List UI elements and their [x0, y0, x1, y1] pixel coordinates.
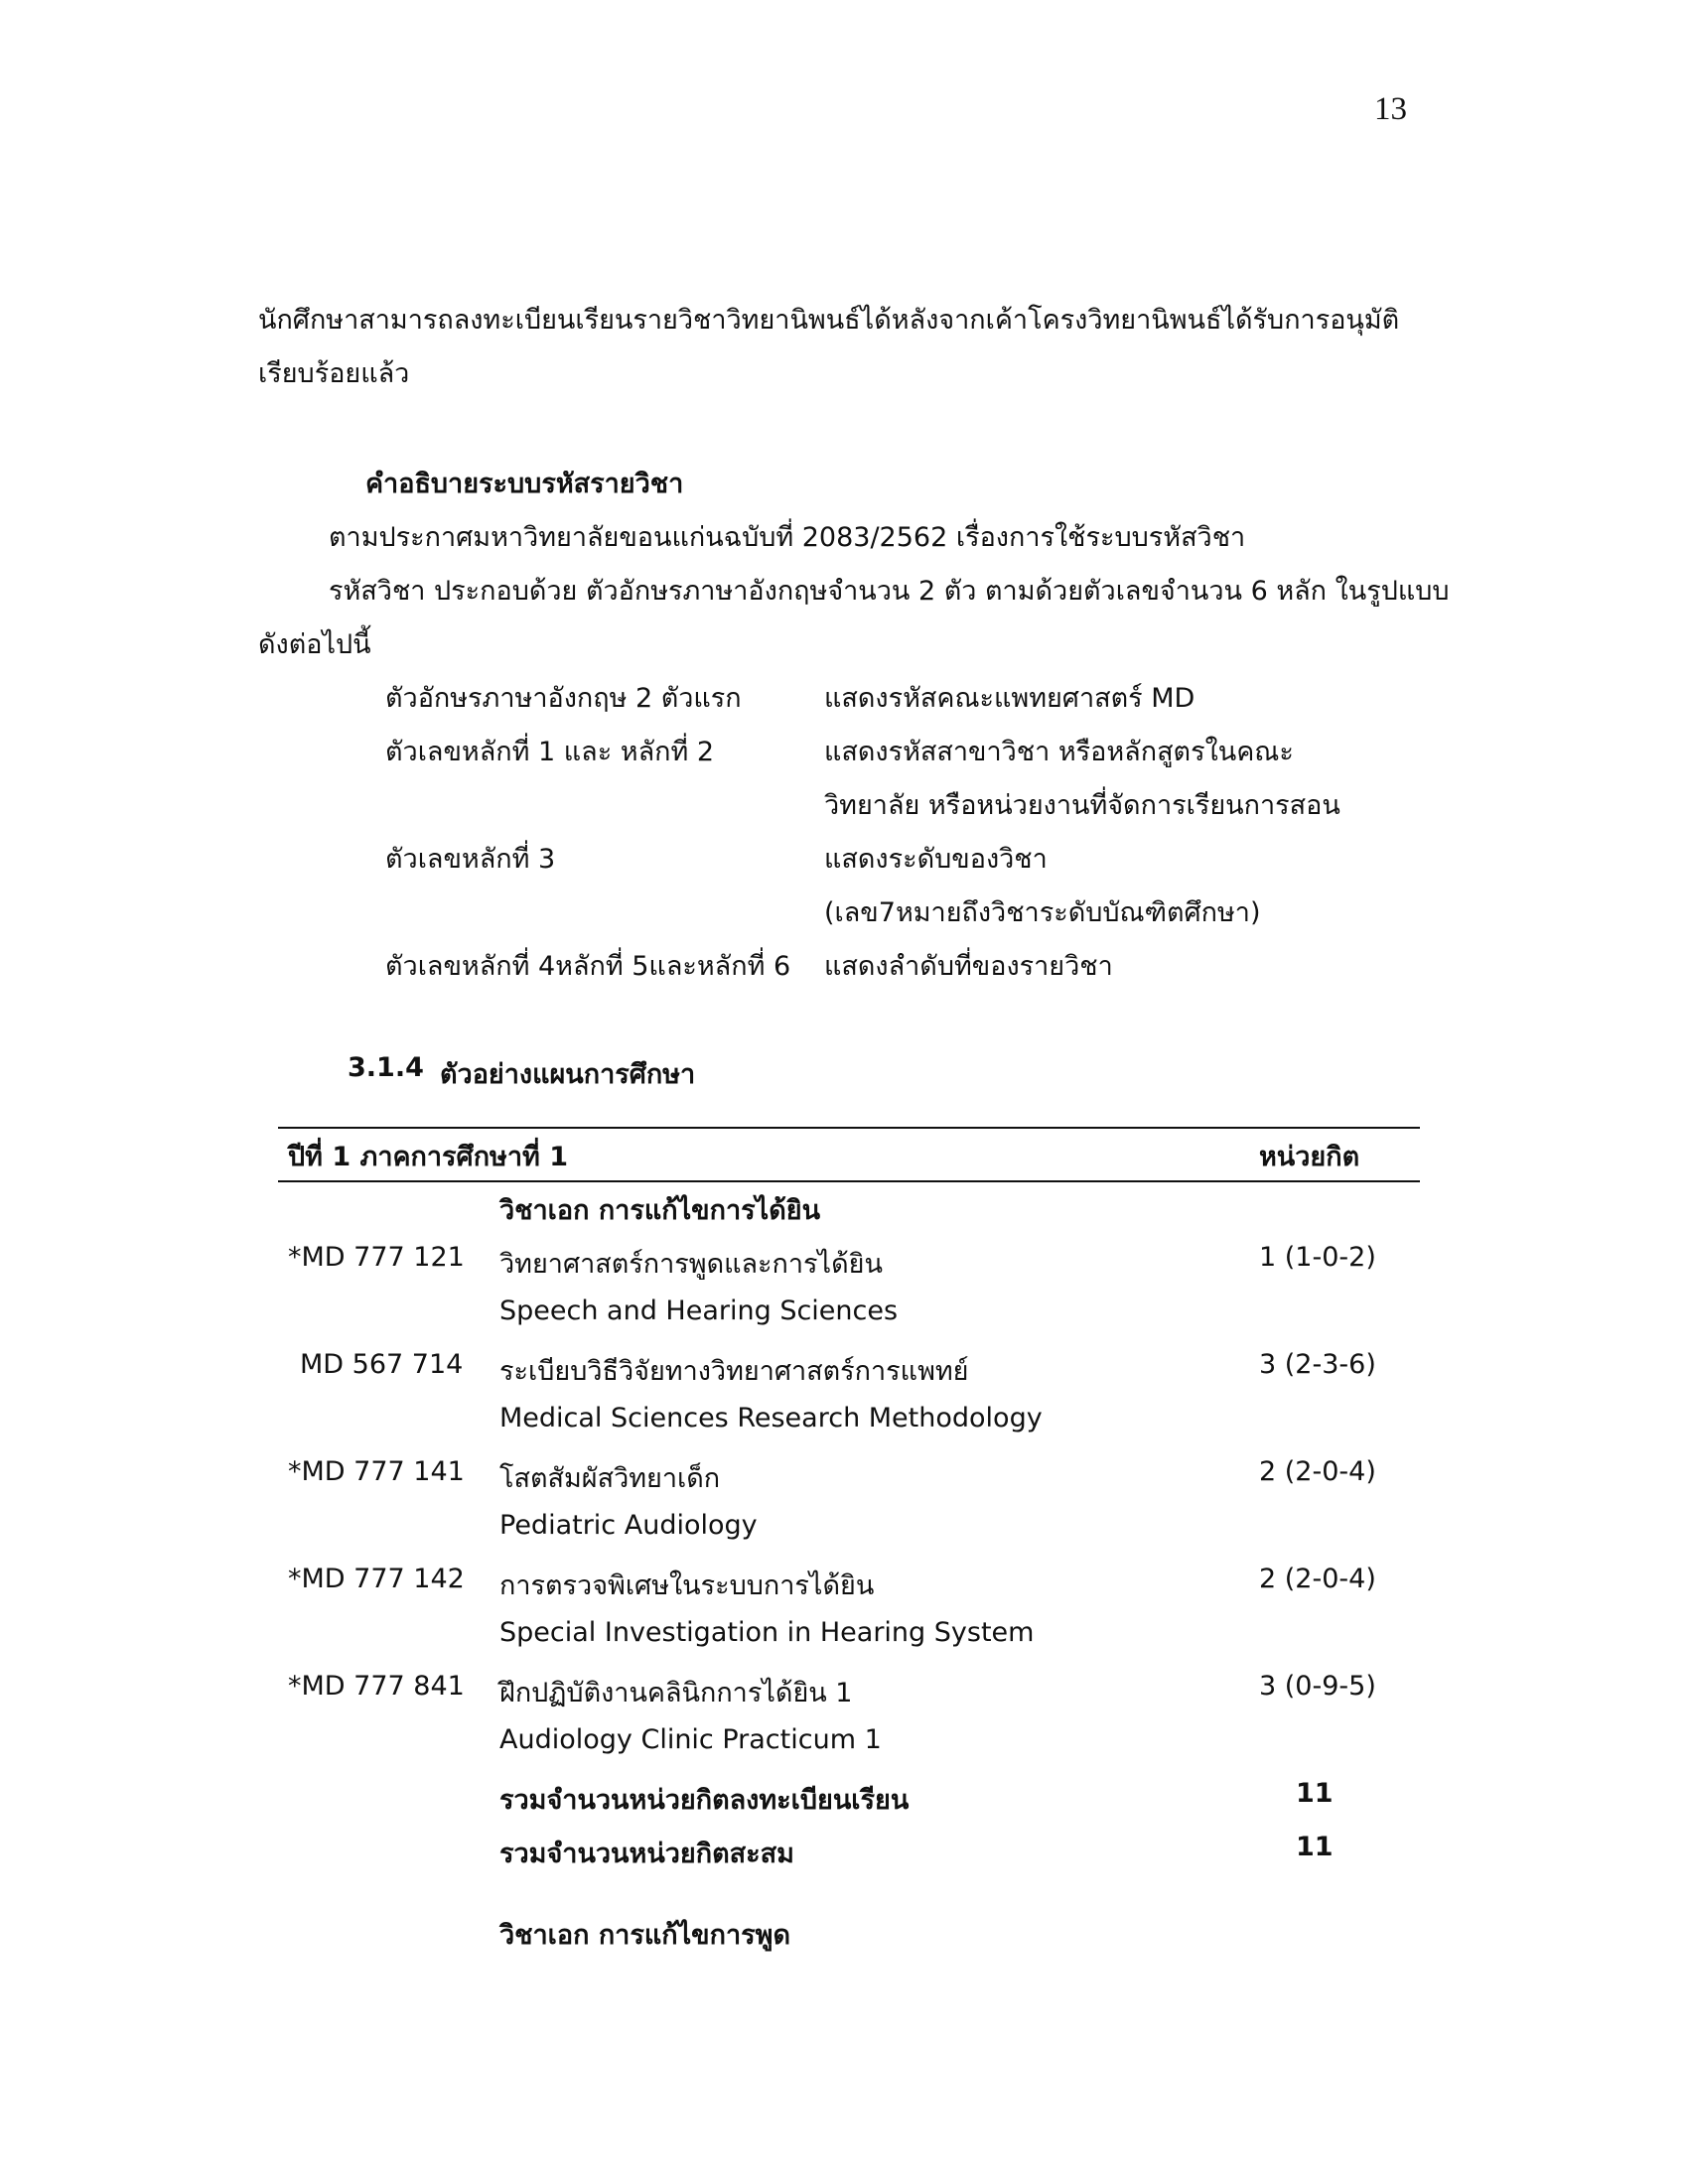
course-name-thai: ฝึกปฏิบัติงานคลินิกการได้ยิน 1	[499, 1678, 853, 1708]
course-name-thai: โสตสัมผัสวิทยาเด็ก	[499, 1463, 721, 1494]
track-title-row	[0, 1913, 1688, 1967]
course-name-thai: วิทยาศาสตร์การพูดและการได้ยิน	[499, 1249, 883, 1280]
table-row-english	[0, 1510, 1688, 1564]
total-accumulated-label: รวมจำนวนหน่วยกิตสะสม	[499, 1839, 794, 1869]
code-row-description: แสดงลำดับที่ของรายวิชา	[824, 951, 1113, 982]
table-row	[0, 1242, 1688, 1296]
course-credits: 3 (0-9-5)	[1259, 1671, 1376, 1702]
course-code: *MD 777 142	[288, 1564, 465, 1594]
total-registered-value: 11	[1296, 1778, 1334, 1809]
code-composition-line-1: รหัสวิชา ประกอบด้วย ตัวอักษรภาษาอังกฤษจำนวน 2 ตัว ตามด้วยตัวเลขจำนวน 6 หลัก ในรูปแบบ	[329, 576, 1450, 607]
code-row	[0, 783, 1688, 837]
course-name-english: Pediatric Audiology	[499, 1510, 758, 1541]
course-name-english: Medical Sciences Research Methodology	[499, 1403, 1043, 1433]
track-title-row	[0, 1188, 1688, 1242]
total-registered-label: รวมจำนวนหน่วยกิตลงทะเบียนเรียน	[499, 1785, 910, 1816]
code-row	[0, 730, 1688, 783]
section-title: ตัวอย่างแผนการศึกษา	[440, 1059, 696, 1090]
announcement-text: ตามประกาศมหาวิทยาลัยขอนแก่นฉบับที่ 2083/2562 เรื่องการใช้ระบบรหัสวิชา	[329, 522, 1246, 553]
code-row-label: ตัวอักษรภาษาอังกฤษ 2 ตัวแรก	[385, 683, 742, 714]
table-top-rule	[278, 1127, 1420, 1129]
total-accumulated-value: 11	[1296, 1832, 1334, 1862]
course-name-thai: ระเบียบวิธีวิจัยทางวิทยาศาสตร์การแพทย์	[499, 1356, 969, 1387]
code-row-description: วิทยาลัย หรือหน่วยงานที่จัดการเรียนการสอน	[824, 790, 1340, 821]
total-registered-row	[0, 1778, 1688, 1832]
table-header-rule	[278, 1180, 1420, 1182]
intro-paragraph-line-1: นักศึกษาสามารถลงทะเบียนเรียนรายวิชาวิทยานิพนธ์ได้หลังจากเค้าโครงวิทยานิพนธ์ได้รับการอนุมัติ	[258, 305, 1400, 336]
table-row	[0, 1456, 1688, 1510]
course-code: *MD 777 121	[288, 1242, 465, 1273]
table-row-english	[0, 1296, 1688, 1349]
track-title: วิชาเอก การแก้ไขการพูด	[499, 1920, 790, 1951]
code-row-label: ตัวเลขหลักที่ 3	[385, 844, 556, 875]
code-composition-line-2: ดังต่อไปนี้	[258, 629, 371, 660]
code-row-description: แสดงรหัสคณะแพทยศาสตร์ MD	[824, 683, 1196, 714]
code-row-description: (เลข7หมายถึงวิชาระดับบัณฑิตศึกษา)	[824, 897, 1261, 928]
course-code: MD 567 714	[300, 1349, 464, 1380]
code-row	[0, 890, 1688, 944]
table-row-english	[0, 1724, 1688, 1778]
table-row	[0, 1349, 1688, 1403]
code-row	[0, 837, 1688, 890]
course-code: *MD 777 841	[288, 1671, 465, 1702]
course-code: *MD 777 141	[288, 1456, 465, 1487]
code-row-label: ตัวเลขหลักที่ 4หลักที่ 5และหลักที่ 6	[385, 951, 791, 982]
intro-paragraph-line-2: เรียบร้อยแล้ว	[258, 358, 410, 389]
table-row	[0, 1564, 1688, 1617]
track-title: วิชาเอก การแก้ไขการได้ยิน	[499, 1195, 821, 1226]
total-accumulated-row	[0, 1832, 1688, 1885]
code-row	[0, 676, 1688, 730]
table-header-credits: หน่วยกิต	[1259, 1142, 1360, 1172]
code-system-heading: คำอธิบายระบบรหัสรายวิชา	[365, 469, 684, 499]
course-credits: 2 (2-0-4)	[1259, 1456, 1376, 1487]
section-number: 3.1.4	[348, 1052, 424, 1083]
table-row-english	[0, 1617, 1688, 1671]
course-name-english: Audiology Clinic Practicum 1	[499, 1724, 882, 1755]
table-row-english	[0, 1403, 1688, 1456]
course-credits: 3 (2-3-6)	[1259, 1349, 1376, 1380]
table-row	[0, 1671, 1688, 1724]
code-row-description: แสดงรหัสสาขาวิชา หรือหลักสูตรในคณะ	[824, 737, 1294, 767]
course-credits: 1 (1-0-2)	[1259, 1242, 1376, 1273]
course-name-english: Speech and Hearing Sciences	[499, 1296, 899, 1326]
course-credits: 2 (2-0-4)	[1259, 1564, 1376, 1594]
code-row	[0, 944, 1688, 998]
course-name-english: Special Investigation in Hearing System	[499, 1617, 1035, 1648]
table-header-term: ปีที่ 1 ภาคการศึกษาที่ 1	[288, 1142, 568, 1172]
course-name-thai: การตรวจพิเศษในระบบการได้ยิน	[499, 1570, 875, 1601]
page-number: 13	[1374, 91, 1407, 127]
code-row-description: แสดงระดับของวิชา	[824, 844, 1048, 875]
code-row-label: ตัวเลขหลักที่ 1 และ หลักที่ 2	[385, 737, 715, 767]
